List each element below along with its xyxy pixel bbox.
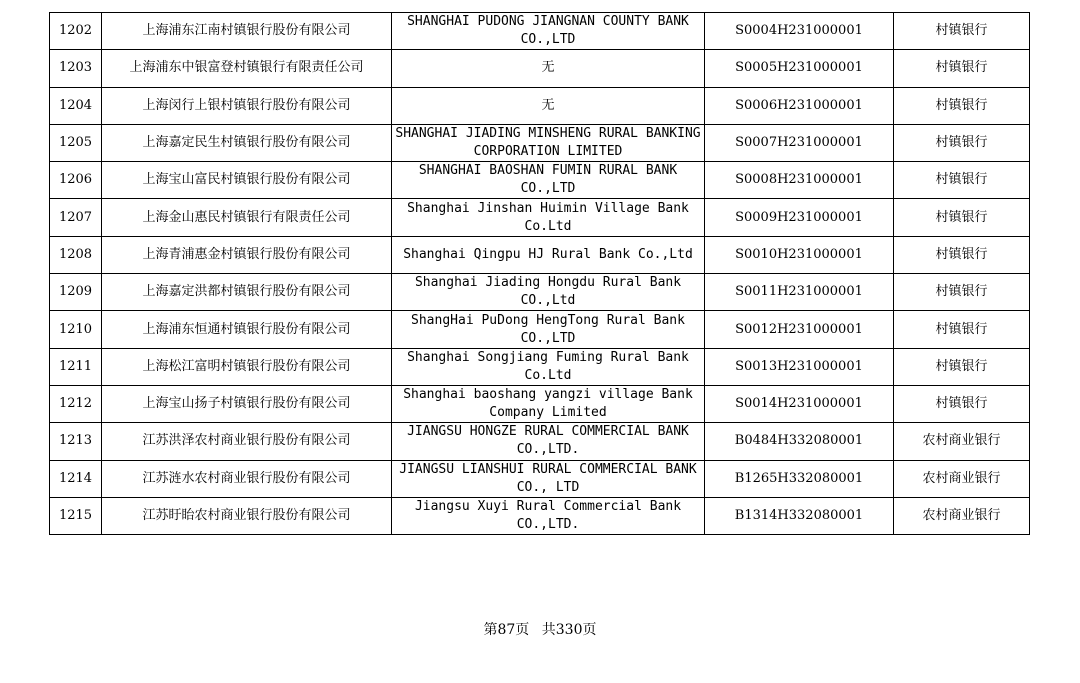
row-index: 1214: [50, 460, 102, 497]
table-row: [50, 348, 1030, 385]
row-index: 1210: [50, 311, 102, 348]
bank-name-en: SHANGHAI BAOSHAN FUMIN RURAL BANK CO.,LTD: [392, 162, 705, 199]
bank-name-cn: 上海嘉定民生村镇银行股份有限公司: [102, 124, 392, 161]
institution-code: S0010H231000001: [705, 236, 894, 273]
bank-name-cn: 上海浦东江南村镇银行股份有限公司: [102, 13, 392, 50]
row-index: 1207: [50, 199, 102, 236]
row-index: 1204: [50, 87, 102, 124]
institution-type: 村镇银行: [894, 311, 1030, 348]
bank-name-en: Shanghai Jinshan Huimin Village Bank Co.Ltd: [392, 199, 705, 236]
row-index: 1211: [50, 348, 102, 385]
institution-code: S0008H231000001: [705, 162, 894, 199]
institution-type: 农村商业银行: [894, 497, 1030, 534]
row-index: 1209: [50, 274, 102, 311]
institution-type: 村镇银行: [894, 199, 1030, 236]
row-index: 1205: [50, 124, 102, 161]
bank-name-cn: 上海宝山扬子村镇银行股份有限公司: [102, 385, 392, 422]
bank-name-en: 无: [392, 87, 705, 124]
bank-name-en: Shanghai Jiading Hongdu Rural Bank CO.,Ltd: [392, 274, 705, 311]
table-body: [50, 13, 1030, 535]
row-index: 1215: [50, 497, 102, 534]
bank-list-table: [49, 12, 1030, 535]
institution-type: 村镇银行: [894, 274, 1030, 311]
institution-type: 村镇银行: [894, 124, 1030, 161]
institution-code: S0011H231000001: [705, 274, 894, 311]
institution-code: B1314H332080001: [705, 497, 894, 534]
bank-name-en: SHANGHAI JIADING MINSHENG RURAL BANKING CORPORATION LIMITED: [392, 124, 705, 161]
table-row: [50, 385, 1030, 422]
institution-type: 农村商业银行: [894, 423, 1030, 460]
table-row: [50, 497, 1030, 534]
bank-name-en: 无: [392, 50, 705, 87]
institution-code: S0014H231000001: [705, 385, 894, 422]
institution-type: 村镇银行: [894, 13, 1030, 50]
institution-code: S0009H231000001: [705, 199, 894, 236]
institution-type: 村镇银行: [894, 162, 1030, 199]
institution-code: S0005H231000001: [705, 50, 894, 87]
table-row: [50, 13, 1030, 50]
institution-code: S0012H231000001: [705, 311, 894, 348]
bank-name-cn: 上海金山惠民村镇银行有限责任公司: [102, 199, 392, 236]
bank-name-cn: 上海闵行上银村镇银行股份有限公司: [102, 87, 392, 124]
institution-type: 农村商业银行: [894, 460, 1030, 497]
bank-name-en: Jiangsu Xuyi Rural Commercial Bank CO.,LTD.: [392, 497, 705, 534]
table-row: [50, 274, 1030, 311]
bank-name-en: Shanghai Qingpu HJ Rural Bank Co.,Ltd: [392, 236, 705, 273]
row-index: 1208: [50, 236, 102, 273]
institution-code: S0004H231000001: [705, 13, 894, 50]
bank-name-en: SHANGHAI PUDONG JIANGNAN COUNTY BANK CO.,LTD: [392, 13, 705, 50]
bank-name-en: ShangHai PuDong HengTong Rural Bank CO.,LTD: [392, 311, 705, 348]
bank-name-cn: 上海青浦惠金村镇银行股份有限公司: [102, 236, 392, 273]
table-row: [50, 162, 1030, 199]
institution-type: 村镇银行: [894, 50, 1030, 87]
institution-type: 村镇银行: [894, 87, 1030, 124]
institution-code: B0484H332080001: [705, 423, 894, 460]
row-index: 1206: [50, 162, 102, 199]
bank-name-cn: 江苏涟水农村商业银行股份有限公司: [102, 460, 392, 497]
bank-name-en: JIANGSU LIANSHUI RURAL COMMERCIAL BANK CO., LTD: [392, 460, 705, 497]
table-row: [50, 87, 1030, 124]
bank-name-en: Shanghai baoshang yangzi village Bank Company Limited: [392, 385, 705, 422]
page-total: 共330页: [541, 622, 597, 638]
institution-code: S0007H231000001: [705, 124, 894, 161]
bank-name-cn: 上海浦东中银富登村镇银行有限责任公司: [102, 50, 392, 87]
bank-name-en: Shanghai Songjiang Fuming Rural Bank Co.Ltd: [392, 348, 705, 385]
institution-code: B1265H332080001: [705, 460, 894, 497]
bank-name-cn: 江苏盱眙农村商业银行股份有限公司: [102, 497, 392, 534]
bank-name-en: JIANGSU HONGZE RURAL COMMERCIAL BANK CO.,LTD.: [392, 423, 705, 460]
table-row: [50, 50, 1030, 87]
bank-name-cn: 上海嘉定洪都村镇银行股份有限公司: [102, 274, 392, 311]
row-index: 1202: [50, 13, 102, 50]
table-row: [50, 460, 1030, 497]
row-index: 1213: [50, 423, 102, 460]
institution-type: 村镇银行: [894, 385, 1030, 422]
table-row: [50, 236, 1030, 273]
bank-name-cn: 上海浦东恒通村镇银行股份有限公司: [102, 311, 392, 348]
table-row: [50, 124, 1030, 161]
page-number: 第87页: [483, 622, 530, 638]
table-row: [50, 423, 1030, 460]
institution-code: S0013H231000001: [705, 348, 894, 385]
page-footer: [0, 619, 1080, 639]
row-index: 1212: [50, 385, 102, 422]
institution-type: 村镇银行: [894, 236, 1030, 273]
bank-name-cn: 上海松江富明村镇银行股份有限公司: [102, 348, 392, 385]
bank-name-cn: 江苏洪泽农村商业银行股份有限公司: [102, 423, 392, 460]
institution-type: 村镇银行: [894, 348, 1030, 385]
table-row: [50, 311, 1030, 348]
bank-name-cn: 上海宝山富民村镇银行股份有限公司: [102, 162, 392, 199]
row-index: 1203: [50, 50, 102, 87]
table-row: [50, 199, 1030, 236]
institution-code: S0006H231000001: [705, 87, 894, 124]
